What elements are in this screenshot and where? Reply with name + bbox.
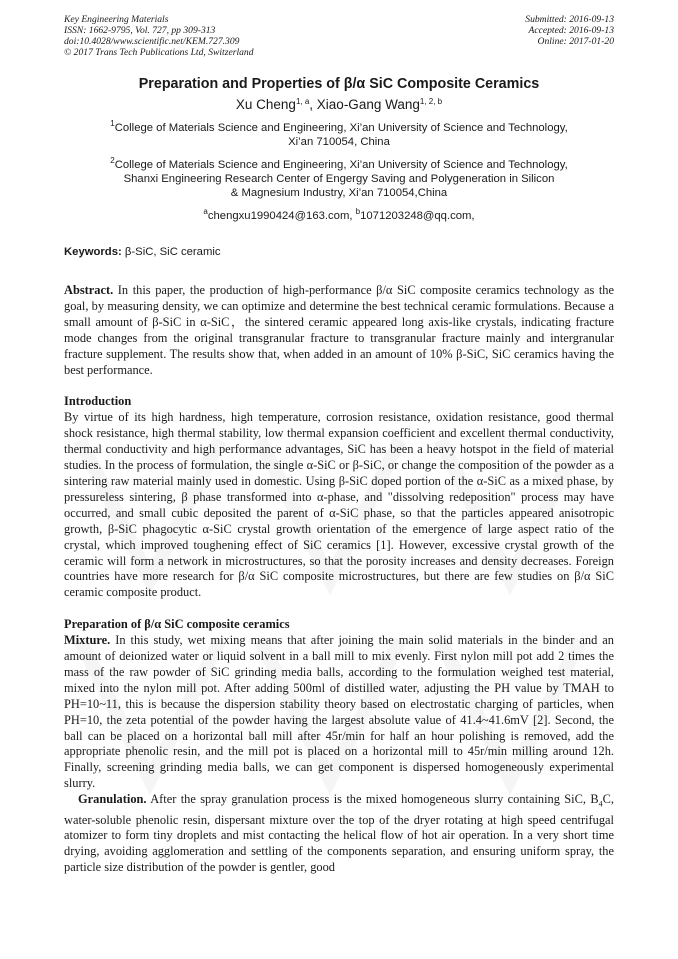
granulation-text: C, water-soluble phenolic resin, dispersant mixture over the top of the dryer rotating at high speed centrifugal atomizer to form tiny droplets and mist contacting the helical flow of hot air operation. In a very short time drying, avoiding agglomeration and settling of the components separation, and ensuring uniform spray, the particle size distribution of the powder is gentler, good bbox=[64, 792, 614, 875]
abstract-text: In this paper, the production of high-performance β/α SiC composite ceramics technology as the goal, by measuring density, we can optimize and determine the best technical ceramic formulations. Because a small amount of β-SiC in α-SiC，the sintered ceramic appeared long axis-like crystals, indicating fracture mode changes from the original transgranular fracture to transgranular fracture mainly and intergranular fracture supplement. The results show that, when added in an amount of 10% β-SiC, SiC ceramics having the best performance. bbox=[64, 283, 614, 377]
submitted-date: Submitted: 2016-09-13 bbox=[525, 14, 614, 25]
affiliation-line: Shanxi Engineering Research Center of Engergy Saving and Polygeneration in Silicon bbox=[123, 173, 555, 185]
keywords-text: β-SiC, SiC ceramic bbox=[121, 246, 221, 258]
affiliation-line: & Magnesium Industry, Xi’an 710054,China bbox=[230, 187, 448, 199]
mixture-label: Mixture. bbox=[64, 633, 111, 648]
journal-issn: ISSN: 1662-9795, Vol. 727, pp 309-313 bbox=[64, 25, 216, 36]
granulation-paragraph bbox=[64, 792, 614, 876]
section-heading-introduction: Introduction bbox=[64, 394, 132, 409]
header-left bbox=[64, 14, 254, 58]
abstract-label: Abstract. bbox=[64, 283, 114, 297]
affiliation-1 bbox=[64, 121, 614, 149]
journal-name: Key Engineering Materials bbox=[64, 14, 169, 25]
mixture-paragraph bbox=[64, 633, 614, 792]
paper-title: Preparation and Properties of β/α SiC Composite Ceramics bbox=[138, 76, 540, 92]
granulation-label: Granulation. bbox=[78, 792, 147, 807]
author-emails bbox=[64, 209, 614, 223]
email-superscript: b bbox=[355, 207, 361, 216]
affiliation-text: College of Materials Science and Engineering, Xi’an University of Science and Technology, bbox=[114, 122, 568, 134]
author-superscript: 1, 2, b bbox=[419, 97, 443, 106]
keywords-label: Keywords: bbox=[64, 246, 122, 258]
author-list bbox=[64, 95, 614, 114]
header-right bbox=[525, 14, 614, 58]
author-name: Xiao-Gang Wang bbox=[316, 97, 420, 112]
journal-header bbox=[64, 14, 614, 58]
email-address: 1071203248@qq.com, bbox=[360, 210, 475, 222]
author-name: Xu Cheng bbox=[235, 97, 296, 112]
email-superscript: a bbox=[203, 207, 208, 216]
author-separator: , bbox=[309, 97, 317, 112]
author-superscript: 1, a bbox=[295, 97, 310, 106]
accepted-date: Accepted: 2016-09-13 bbox=[528, 25, 614, 36]
abstract bbox=[64, 283, 614, 378]
mixture-text: In this study, wet mixing means that after joining the main solid materials in the binder and an amount of deionized water or liquid solvent in a ball mill to mix evenly. First nylon mill pot add 2 times the mass of the raw powder of SiC grinding media balls, according to the formulation weighed test material, mixed into the nylon mill pot. After adding 500ml of distilled water, adjusting the PH value by TMAH to PH=10~11, this is because the dispersion stability theory based on electrostatic charging of particles, when PH=10, the zeta potential of the powder having the largest absolute value of 41.4~41.6mV [2]. Second, the ball can be placed on a horizontal ball mill after 45r/min for half an hour polishing is removed, add the appropriate phenolic resin, and the mill pot is placed on a horizontal mill to 45r/min milling around 12h. Finally, screening grinding media balls, we can get component is dispersed homogeneously experimental slurry. bbox=[64, 633, 614, 791]
affiliation-superscript: 2 bbox=[110, 156, 115, 165]
affiliation-superscript: 1 bbox=[110, 119, 115, 128]
affiliation-2 bbox=[64, 158, 614, 200]
affiliation-line bbox=[64, 121, 614, 135]
journal-doi: doi:10.4028/www.scientific.net/KEM.727.309 bbox=[64, 36, 240, 47]
introduction-paragraph: By virtue of its high hardness, high temperature, corrosion resistance, oxidation resistance, good thermal shock resistance, high thermal stability, low thermal expansion coefficient and excellent thermal conductivity, thermal conductivity and high performance advantages, SiC has been a heavy hotspot in the field of material studies. In the process of formulation, the single α-SiC or β-SiC, or change the composition of the powder as a sintering raw material mainly used in domestic. Using β-SiC doped portion of the α-SiC as a mixed phase, by pressureless sintering, β phase transformed into α-phase, and "dissolving redeposition" process may have occurred, and small cubic deposited the parent of α-SiC phase, so that the particles appeared anisotropic growth, β-SiC phagocytic α-SiC crystal growth orientation of the emergence of large aspect ratio of the crystal, which improved toughening effect of SiC ceramics [1]. However, excessive crystal growth of the ceramic will form a network in microstructures, so that the porosity increases and density decreases. Foreign countries have more research for β/α SiC composite microstructures, but there are few studies on β/α SiC ceramic composite product. bbox=[64, 410, 614, 600]
section-heading-preparation: Preparation of β/α SiC composite ceramics bbox=[64, 617, 290, 632]
affiliation-line: Xi’an 710054, China bbox=[288, 136, 390, 148]
granulation-text: After the spray granulation process is the mixed homogeneous slurry containing SiC, B bbox=[146, 792, 599, 807]
email-address: chengxu1990424@163.com, bbox=[207, 210, 356, 222]
affiliation-line bbox=[64, 158, 614, 172]
keywords bbox=[64, 245, 614, 259]
online-date: Online: 2017-01-20 bbox=[537, 36, 614, 47]
subscript: 4 bbox=[598, 799, 603, 809]
affiliation-text: College of Materials Science and Engineering, Xi’an University of Science and Technology, bbox=[114, 159, 568, 171]
journal-copyright: © 2017 Trans Tech Publications Ltd, Switzerland bbox=[64, 47, 254, 58]
